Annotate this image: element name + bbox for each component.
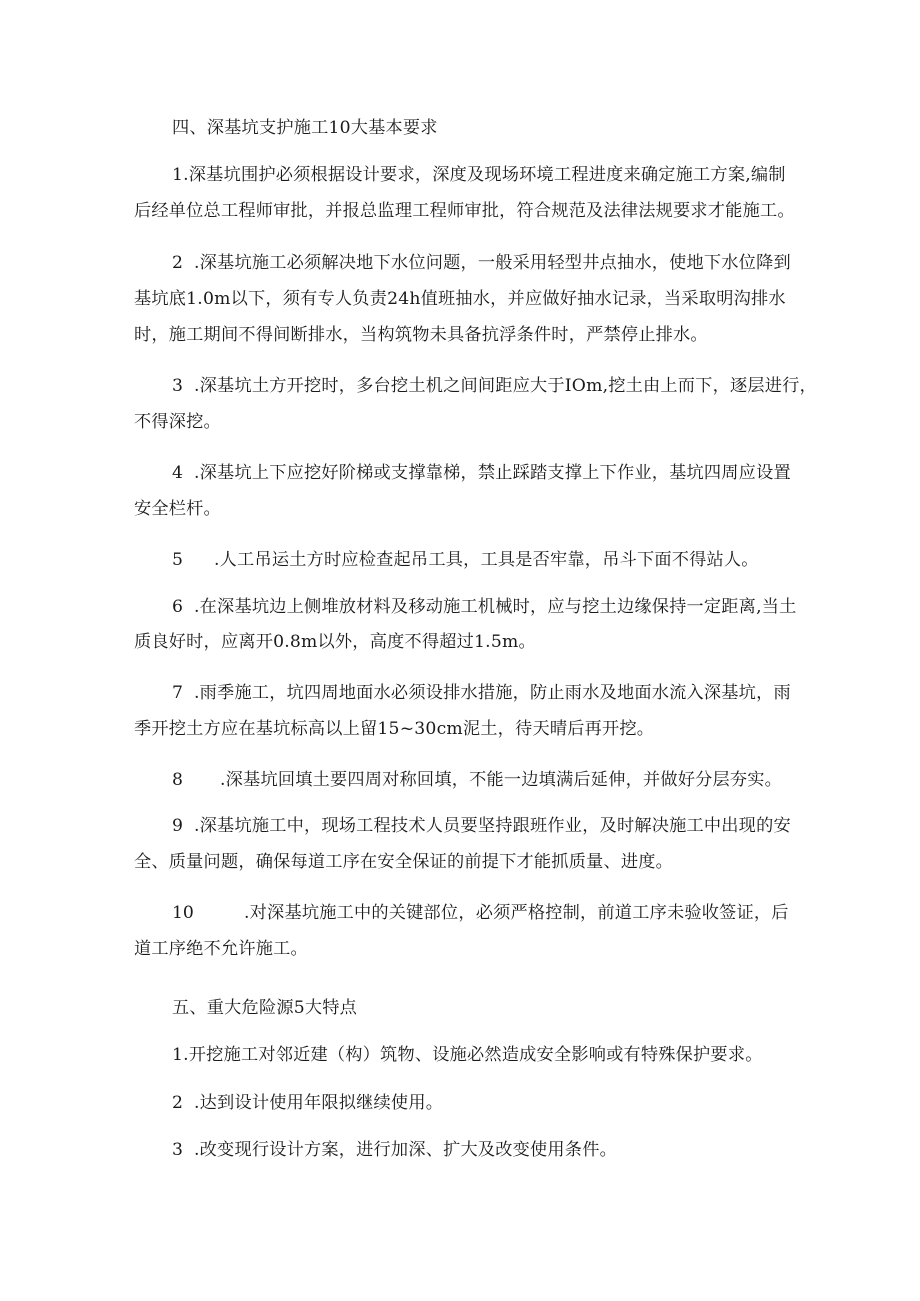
s4-item-4-line-2: 安全栏杆。	[134, 499, 221, 519]
s4-item-8-line-1: .深基坑回填土要四周对称回填，不能一边填满后延伸，并做好分层夯实。	[220, 770, 783, 790]
s4-item-3-line-2: 不得深挖。	[134, 412, 221, 432]
s4-item-5-number: 5	[172, 550, 183, 570]
s5-item-2-number: 2	[172, 1093, 183, 1113]
section-5-heading: 五、重大危险源5大特点	[172, 998, 358, 1018]
s4-item-8-number: 8	[172, 770, 183, 790]
section-4-heading: 四、深基坑支护施工10大基本要求	[172, 118, 438, 138]
s4-item-6-line-2: 质良好时，应离开0.8m以外，高度不得超过1.5m。	[134, 632, 536, 652]
s4-item-2-line-3: 时，施工期间不得间断排水，当构筑物未具备抗浮条件时，严禁停止排水。	[134, 325, 708, 345]
s4-item-4-number: 4	[172, 463, 183, 483]
s5-item-3-number: 3	[172, 1140, 183, 1160]
s4-item-10-line-1: .对深基坑施工中的关键部位，必须严格控制，前道工序未验收签证，后	[244, 903, 789, 923]
s5-item-1-line-1: 1.开挖施工对邻近建（构）筑物、设施必然造成安全影响或有特殊保护要求。	[172, 1045, 763, 1065]
s4-item-6-line-1: .在深基坑边上侧堆放材料及移动施工机械时，应与挖土边缘保持一定距离,当土	[194, 597, 797, 617]
s4-item-1-line-2: 后经单位总工程师审批，并报总监理工程师审批，符合规范及法律法规要求才能施工。	[134, 201, 795, 221]
s4-item-9-line-2: 全、质量问题，确保每道工序在安全保证的前提下才能抓质量、进度。	[134, 852, 674, 872]
s4-item-10-number: 10	[172, 903, 194, 923]
s4-item-7-number: 7	[172, 683, 183, 703]
s4-item-2-line-1: .深基坑施工必须解决地下水位问题，一般采用轻型井点抽水，使地下水位降到	[194, 253, 791, 273]
s4-item-6-number: 6	[172, 597, 183, 617]
s4-item-5-line-1: .人工吊运土方时应检查起吊工具，工具是否牢靠，吊斗下面不得站人。	[214, 550, 759, 570]
s4-item-9-line-1: .深基坑施工中，现场工程技术人员要坚持跟班作业，及时解决施工中出现的安	[194, 816, 791, 836]
s4-item-7-line-2: 季开挖土方应在基坑标高以上留15~30cm泥土，待天晴后再开挖。	[134, 719, 655, 739]
s4-item-3-line-1: .深基坑土方开挖时，多台挖土机之间间距应大于IOm,挖土由上而下，逐层进行，	[194, 376, 817, 396]
s4-item-10-line-2: 道工序绝不允许施工。	[134, 939, 308, 959]
s4-item-3-number: 3	[172, 376, 183, 396]
s5-item-3-line-1: .改变现行设计方案，进行加深、扩大及改变使用条件。	[194, 1140, 617, 1160]
s4-item-4-line-1: .深基坑上下应挖好阶梯或支撑靠梯，禁止踩踏支撑上下作业，基坑四周应设置	[194, 463, 791, 483]
s4-item-2-line-2: 基坑底1.0m以下，须有专人负责24h值班抽水，并应做好抽水记录，当采取明沟排水	[134, 289, 786, 309]
s5-item-2-line-1: .达到设计使用年限拟继续使用。	[194, 1093, 444, 1113]
s4-item-2-number: 2	[172, 253, 183, 273]
s4-item-7-line-1: .雨季施工，坑四周地面水必须设排水措施，防止雨水及地面水流入深基坑，雨	[194, 683, 791, 703]
s4-item-1-line-1: 1.深基坑围护必须根据设计要求，深度及现场环境工程进度来确定施工方案,编制	[172, 165, 786, 185]
s4-item-9-number: 9	[172, 816, 183, 836]
